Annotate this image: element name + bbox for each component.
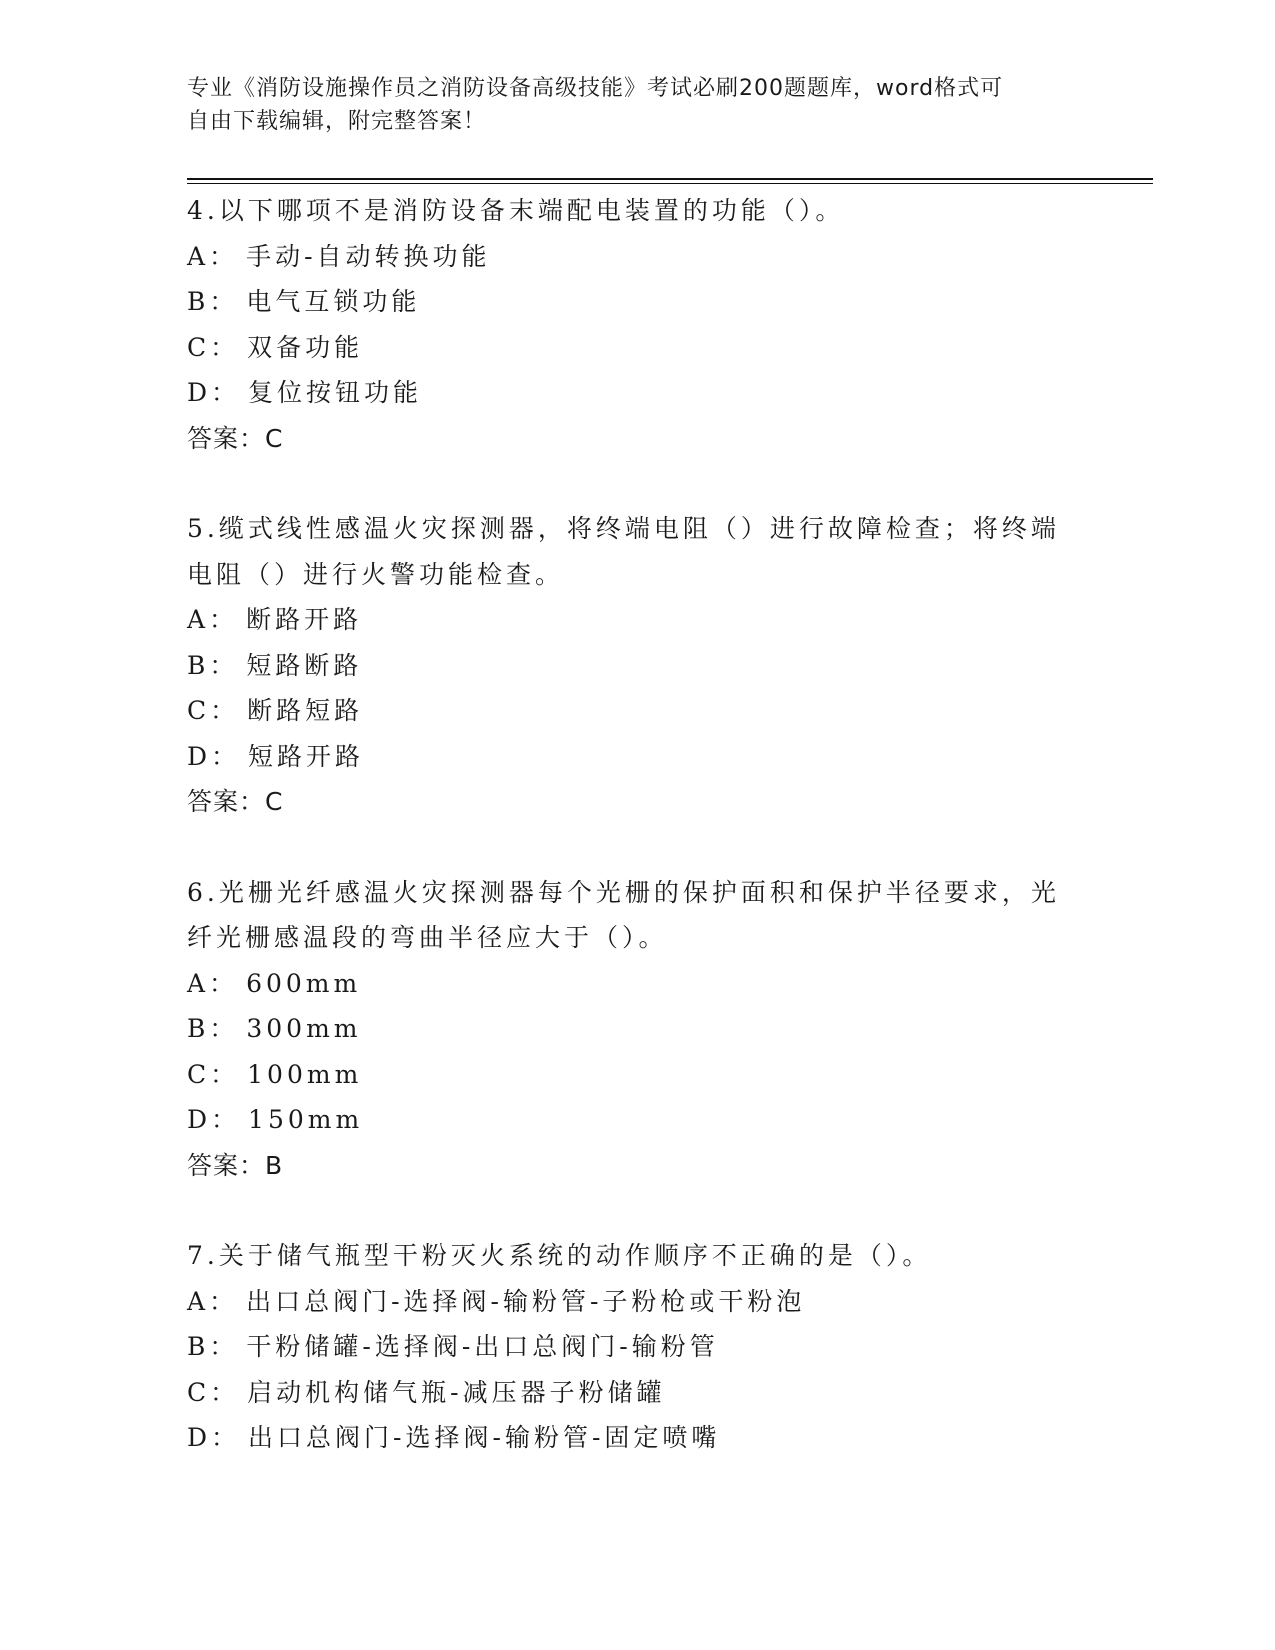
option-text: 复位按钮功能 xyxy=(248,378,423,407)
option-d xyxy=(187,1097,1067,1143)
option-b xyxy=(187,279,1067,325)
option-c xyxy=(187,1052,1067,1098)
header-line-2: 自由下载编辑，附完整答案！ xyxy=(187,109,487,134)
question-4 xyxy=(187,188,1067,461)
question-stem: 6.光栅光纤感温火灾探测器每个光栅的保护面积和保护半径要求，光纤光栅感温段的弯曲半径应大于（）。 xyxy=(187,877,1060,952)
option-text: 双备功能 xyxy=(247,332,364,362)
answer-line: 答案：C xyxy=(187,423,284,453)
question-5 xyxy=(187,506,1067,825)
answer-line: 答案：B xyxy=(187,1150,284,1180)
question-stem: 7.关于储气瓶型干粉灭火系统的动作顺序不正确的是（）。 xyxy=(187,1241,932,1270)
option-text: 出口总阀门-选择阀-输粉管-子粉枪或干粉泡 xyxy=(246,1286,806,1316)
option-text: 出口总阀门-选择阀-输粉管-固定喷嘴 xyxy=(248,1423,721,1452)
option-key: D： xyxy=(187,1105,241,1134)
option-text: 300mm xyxy=(246,1014,362,1043)
option-b xyxy=(187,1324,1067,1370)
option-c xyxy=(187,325,1067,371)
option-key: C： xyxy=(187,1059,240,1089)
header-divider-thick xyxy=(187,178,1153,180)
option-a xyxy=(187,234,1067,280)
answer-line: 答案：C xyxy=(187,787,284,816)
option-key: B： xyxy=(187,1332,239,1361)
option-key: D： xyxy=(187,1423,241,1452)
option-text: 手动-自动转换功能 xyxy=(246,241,491,271)
option-key: B： xyxy=(187,1014,239,1043)
option-text: 断路开路 xyxy=(246,605,363,634)
option-key: C： xyxy=(187,1377,240,1407)
option-a xyxy=(187,597,1067,643)
header-divider-thin xyxy=(187,183,1153,184)
option-key: A： xyxy=(187,1286,239,1316)
option-key: B： xyxy=(187,650,239,680)
question-6 xyxy=(187,870,1067,1189)
document-header xyxy=(187,72,1067,138)
option-key: C： xyxy=(187,696,240,725)
option-d xyxy=(187,734,1067,780)
option-c xyxy=(187,1370,1067,1416)
option-text: 干粉储罐-选择阀-出口总阀门-输粉管 xyxy=(246,1332,719,1361)
option-key: D： xyxy=(187,741,241,771)
question-7 xyxy=(187,1233,1067,1461)
header-line-1: 专业《消防设施操作员之消防设备高级技能》考试必刷200题题库，word格式可 xyxy=(187,76,1004,101)
option-d xyxy=(187,370,1067,416)
option-d xyxy=(187,1415,1067,1461)
option-text: 启动机构储气瓶-减压器子粉储罐 xyxy=(247,1377,666,1407)
option-text: 电气互锁功能 xyxy=(246,287,421,316)
option-text: 短路断路 xyxy=(246,650,363,680)
option-key: A： xyxy=(187,241,239,271)
option-text: 断路短路 xyxy=(247,696,364,725)
question-list xyxy=(187,188,1067,1506)
option-key: D： xyxy=(187,378,241,407)
option-b xyxy=(187,643,1067,689)
option-a xyxy=(187,1279,1067,1325)
question-stem: 4.以下哪项不是消防设备末端配电装置的功能（）。 xyxy=(187,196,845,225)
option-text: 短路开路 xyxy=(248,741,365,771)
option-text: 150mm xyxy=(248,1105,364,1134)
option-a xyxy=(187,961,1067,1007)
option-key: A： xyxy=(187,605,239,634)
option-b xyxy=(187,1006,1067,1052)
option-text: 100mm xyxy=(247,1059,363,1089)
option-key: A： xyxy=(187,968,239,998)
question-stem: 5.缆式线性感温火灾探测器，将终端电阻（）进行故障检查；将终端电阻（）进行火警功能检查。 xyxy=(187,514,1060,589)
option-text: 600mm xyxy=(246,968,362,998)
option-key: B： xyxy=(187,287,239,316)
option-key: C： xyxy=(187,332,240,362)
option-c xyxy=(187,688,1067,734)
